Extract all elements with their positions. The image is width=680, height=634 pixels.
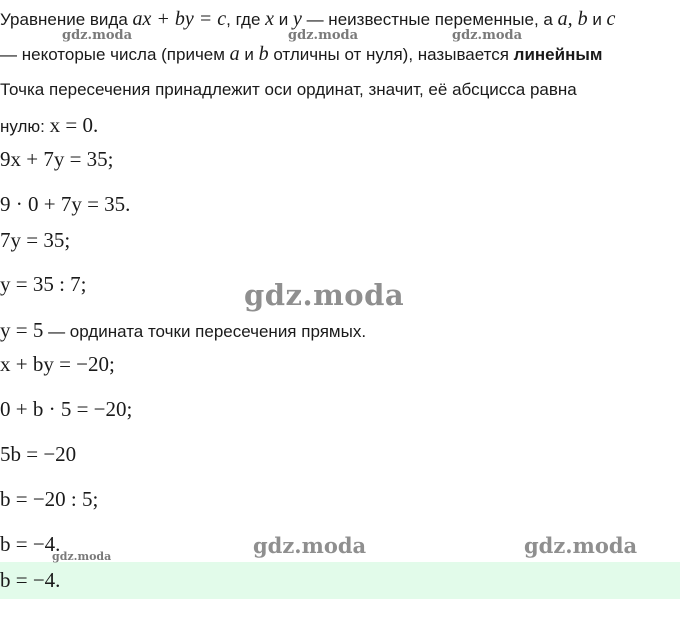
watermark: gdz.moda	[253, 533, 367, 558]
intro-text: , где	[226, 10, 266, 29]
explanation-line-2	[0, 114, 98, 138]
coefficient-c: c	[606, 8, 616, 30]
intro-line-2	[0, 43, 602, 66]
watermark: gdz.moda	[524, 533, 638, 558]
y-result-line	[0, 319, 366, 343]
step-equation: 9x + 7y = 35;	[0, 147, 114, 171]
b-step-division: b = −20 : 5;	[0, 487, 99, 511]
coefficient-a: a	[229, 43, 240, 65]
coefficients-ab: a, b	[557, 8, 588, 30]
intro-text: — некоторые числа (причем	[0, 45, 230, 64]
intro-text: и	[274, 10, 293, 29]
intro-text: — неизвестные переменные, а	[301, 10, 558, 29]
b-step-substitution: 0 + b · 5 = −20;	[0, 397, 133, 421]
watermark: gdz.moda	[288, 28, 359, 43]
variable-x: x	[265, 8, 275, 30]
y-result-math: y = 5	[0, 318, 44, 342]
intro-text: и	[587, 10, 607, 29]
watermark: gdz.moda	[62, 28, 133, 43]
intro-text: отличны от нуля), называется	[268, 45, 514, 64]
step-substitution: 9 · 0 + 7y = 35.	[0, 192, 131, 216]
b-step-result: b = −4.	[0, 532, 61, 556]
watermark: gdz.moda	[452, 28, 523, 43]
explanation-text: нулю:	[0, 117, 50, 136]
intro-text: Уравнение вида	[0, 10, 133, 29]
term-linear: линейным	[513, 45, 603, 64]
variable-y: y	[292, 8, 302, 30]
coefficient-b: b	[258, 43, 269, 65]
watermark: gdz.moda	[244, 278, 405, 312]
intro-text: и	[239, 45, 259, 64]
step-division: y = 35 : 7;	[0, 272, 87, 296]
b-step-equation: x + by = −20;	[0, 352, 115, 376]
answer-highlight	[0, 562, 680, 599]
x-equals-zero: x = 0.	[49, 113, 99, 137]
step-simplified: 7y = 35;	[0, 228, 71, 252]
b-step-simplified: 5b = −20	[0, 442, 77, 466]
watermark: gdz.moda	[52, 550, 112, 563]
equation-general: ax + by = c	[132, 8, 227, 30]
explanation-line-1: Точка пересечения принадлежит оси ординат, значит, её абсцисса равна	[0, 80, 577, 99]
final-answer: b = −4.	[0, 568, 61, 592]
y-result-text: — ордината точки пересечения прямых.	[43, 322, 367, 341]
